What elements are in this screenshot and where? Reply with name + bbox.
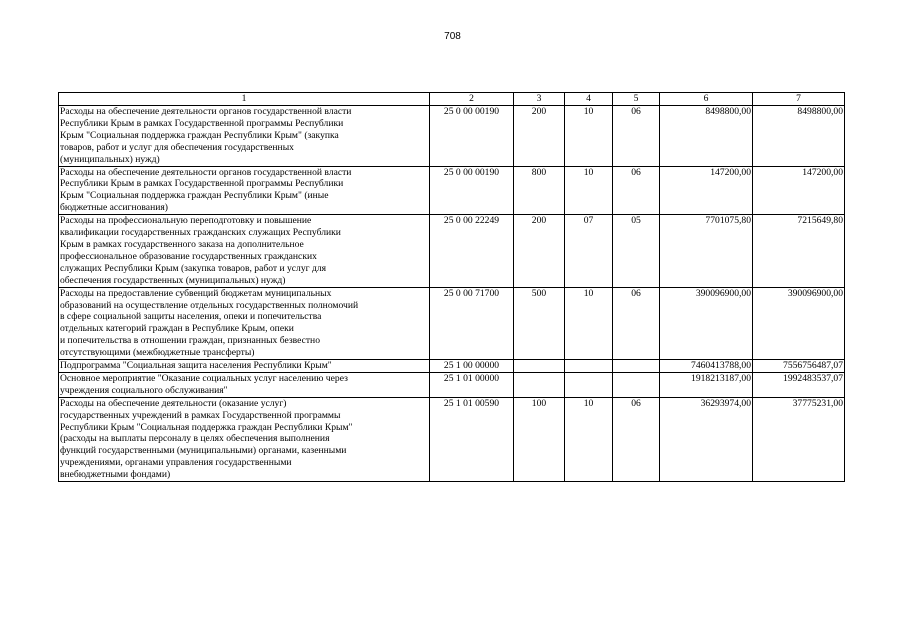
description-line: товаров, работ и услуг для обеспечения государственных bbox=[60, 141, 294, 153]
expense-description bbox=[59, 397, 430, 481]
description-line: Основное мероприятие "Оказание социальных услуг населению через bbox=[60, 372, 348, 384]
amount-col-6: 390096900,00 bbox=[660, 287, 753, 359]
description-line: Республики Крым в рамках Государственной программы Республики bbox=[60, 178, 344, 190]
section-code bbox=[565, 372, 613, 397]
col-header-6: 6 bbox=[660, 93, 753, 106]
description-line: отсутствующими (межбюджетные трансферты) bbox=[60, 347, 255, 359]
section-code: 10 bbox=[565, 287, 613, 359]
amount-col-7: 147200,00 bbox=[753, 166, 845, 215]
table-row bbox=[59, 360, 845, 373]
subsection-code: 06 bbox=[613, 287, 660, 359]
expense-type-code: 200 bbox=[514, 106, 565, 167]
target-article-code: 25 1 01 00590 bbox=[430, 397, 514, 481]
expense-description bbox=[59, 287, 430, 359]
description-line: функций государственными (муниципальными) органами, казенными bbox=[60, 445, 347, 457]
expense-type-code bbox=[514, 360, 565, 373]
section-code bbox=[565, 360, 613, 373]
description-line: учреждениями, органами управления государственными bbox=[60, 457, 292, 469]
table-row bbox=[59, 106, 845, 167]
amount-col-7: 1992483537,07 bbox=[753, 372, 845, 397]
expense-type-code: 800 bbox=[514, 166, 565, 215]
target-article-code: 25 0 00 71700 bbox=[430, 287, 514, 359]
expense-type-code: 100 bbox=[514, 397, 565, 481]
expense-type-code: 200 bbox=[514, 215, 565, 287]
expense-type-code: 500 bbox=[514, 287, 565, 359]
col-header-1: 1 bbox=[59, 93, 430, 106]
table-row bbox=[59, 166, 845, 215]
description-line: (муниципальных) нужд) bbox=[60, 153, 160, 165]
description-line: отдельных категорий граждан в Республике Крым, опеки bbox=[60, 323, 294, 335]
subsection-code bbox=[613, 372, 660, 397]
amount-col-7: 37775231,00 bbox=[753, 397, 845, 481]
col-header-5: 5 bbox=[613, 93, 660, 106]
table-row bbox=[59, 215, 845, 287]
amount-col-7: 7215649,80 bbox=[753, 215, 845, 287]
target-article-code: 25 1 01 00000 bbox=[430, 372, 514, 397]
description-line: государственных учреждений в рамках Государственной программы bbox=[60, 409, 341, 421]
subsection-code: 05 bbox=[613, 215, 660, 287]
amount-col-6: 7701075,80 bbox=[660, 215, 753, 287]
section-code: 07 bbox=[565, 215, 613, 287]
amount-col-6: 147200,00 bbox=[660, 166, 753, 215]
expense-description bbox=[59, 166, 430, 215]
subsection-code: 06 bbox=[613, 106, 660, 167]
expense-description bbox=[59, 215, 430, 287]
description-line: Расходы на обеспечение деятельности (оказание услуг) bbox=[60, 397, 287, 409]
description-line: Подпрограмма "Социальная защита населения Республики Крым" bbox=[60, 360, 332, 372]
table-row bbox=[59, 287, 845, 359]
description-line: Республики Крым в рамках Государственной программы Республики bbox=[60, 117, 344, 129]
description-line: и попечительства в отношении граждан, признанных безвестно bbox=[60, 335, 320, 347]
header-row bbox=[59, 93, 845, 106]
description-line: внебюджетными фондами) bbox=[60, 469, 171, 481]
col-header-2: 2 bbox=[430, 93, 514, 106]
section-code: 10 bbox=[565, 397, 613, 481]
target-article-code: 25 0 00 00190 bbox=[430, 106, 514, 167]
amount-col-7: 7556756487,07 bbox=[753, 360, 845, 373]
expense-description bbox=[59, 372, 430, 397]
target-article-code: 25 0 00 00190 bbox=[430, 166, 514, 215]
subsection-code bbox=[613, 360, 660, 373]
amount-col-6: 7460413788,00 bbox=[660, 360, 753, 373]
description-line: профессиональное образование государственных гражданских bbox=[60, 250, 317, 262]
amount-col-7: 390096900,00 bbox=[753, 287, 845, 359]
col-header-7: 7 bbox=[753, 93, 845, 106]
subsection-code: 06 bbox=[613, 397, 660, 481]
description-line: обеспечения государственных (муниципальных) нужд) bbox=[60, 274, 286, 286]
description-line: Расходы на обеспечение деятельности органов государственной власти bbox=[60, 106, 352, 117]
description-line: бюджетные ассигнования) bbox=[60, 202, 168, 214]
target-article-code: 25 1 00 00000 bbox=[430, 360, 514, 373]
col-header-4: 4 bbox=[565, 93, 613, 106]
description-line: Расходы на профессиональную переподготовку и повышение bbox=[60, 215, 312, 227]
expense-type-code bbox=[514, 372, 565, 397]
expense-description bbox=[59, 360, 430, 373]
description-line: учреждения социального обслуживания" bbox=[60, 384, 228, 396]
description-line: Крым "Социальная поддержка граждан Республики Крым" (иные bbox=[60, 190, 329, 202]
table-row bbox=[59, 372, 845, 397]
budget-table bbox=[58, 92, 845, 482]
amount-col-6: 36293974,00 bbox=[660, 397, 753, 481]
col-header-3: 3 bbox=[514, 93, 565, 106]
page-number: 708 bbox=[444, 31, 461, 42]
expense-description bbox=[59, 106, 430, 167]
description-line: в сфере социальной защиты населения, опеки и попечительства bbox=[60, 311, 322, 323]
description-line: образований на осуществление отдельных государственных полномочий bbox=[60, 299, 359, 311]
description-line: Расходы на обеспечение деятельности органов государственной власти bbox=[60, 166, 352, 178]
description-line: Расходы на предоставление субвенций бюджетам муниципальных bbox=[60, 287, 332, 299]
section-code: 10 bbox=[565, 166, 613, 215]
description-line: служащих Республики Крым (закупка товаров, работ и услуг для bbox=[60, 262, 327, 274]
subsection-code: 06 bbox=[613, 166, 660, 215]
target-article-code: 25 0 00 22249 bbox=[430, 215, 514, 287]
description-line: Крым в рамках государственного заказа на дополнительное bbox=[60, 238, 304, 250]
table-row bbox=[59, 397, 845, 481]
description-line: Республики Крым "Социальная поддержка граждан Республики Крым" bbox=[60, 421, 353, 433]
amount-col-7: 8498800,00 bbox=[753, 106, 845, 167]
description-line: Крым "Социальная поддержка граждан Республики Крым" (закупка bbox=[60, 129, 339, 141]
amount-col-6: 1918213187,00 bbox=[660, 372, 753, 397]
section-code: 10 bbox=[565, 106, 613, 167]
description-line: квалификации государственных гражданских служащих Республики bbox=[60, 227, 341, 239]
description-line: (расходы на выплаты персоналу в целях обеспечения выполнения bbox=[60, 433, 330, 445]
amount-col-6: 8498800,00 bbox=[660, 106, 753, 167]
